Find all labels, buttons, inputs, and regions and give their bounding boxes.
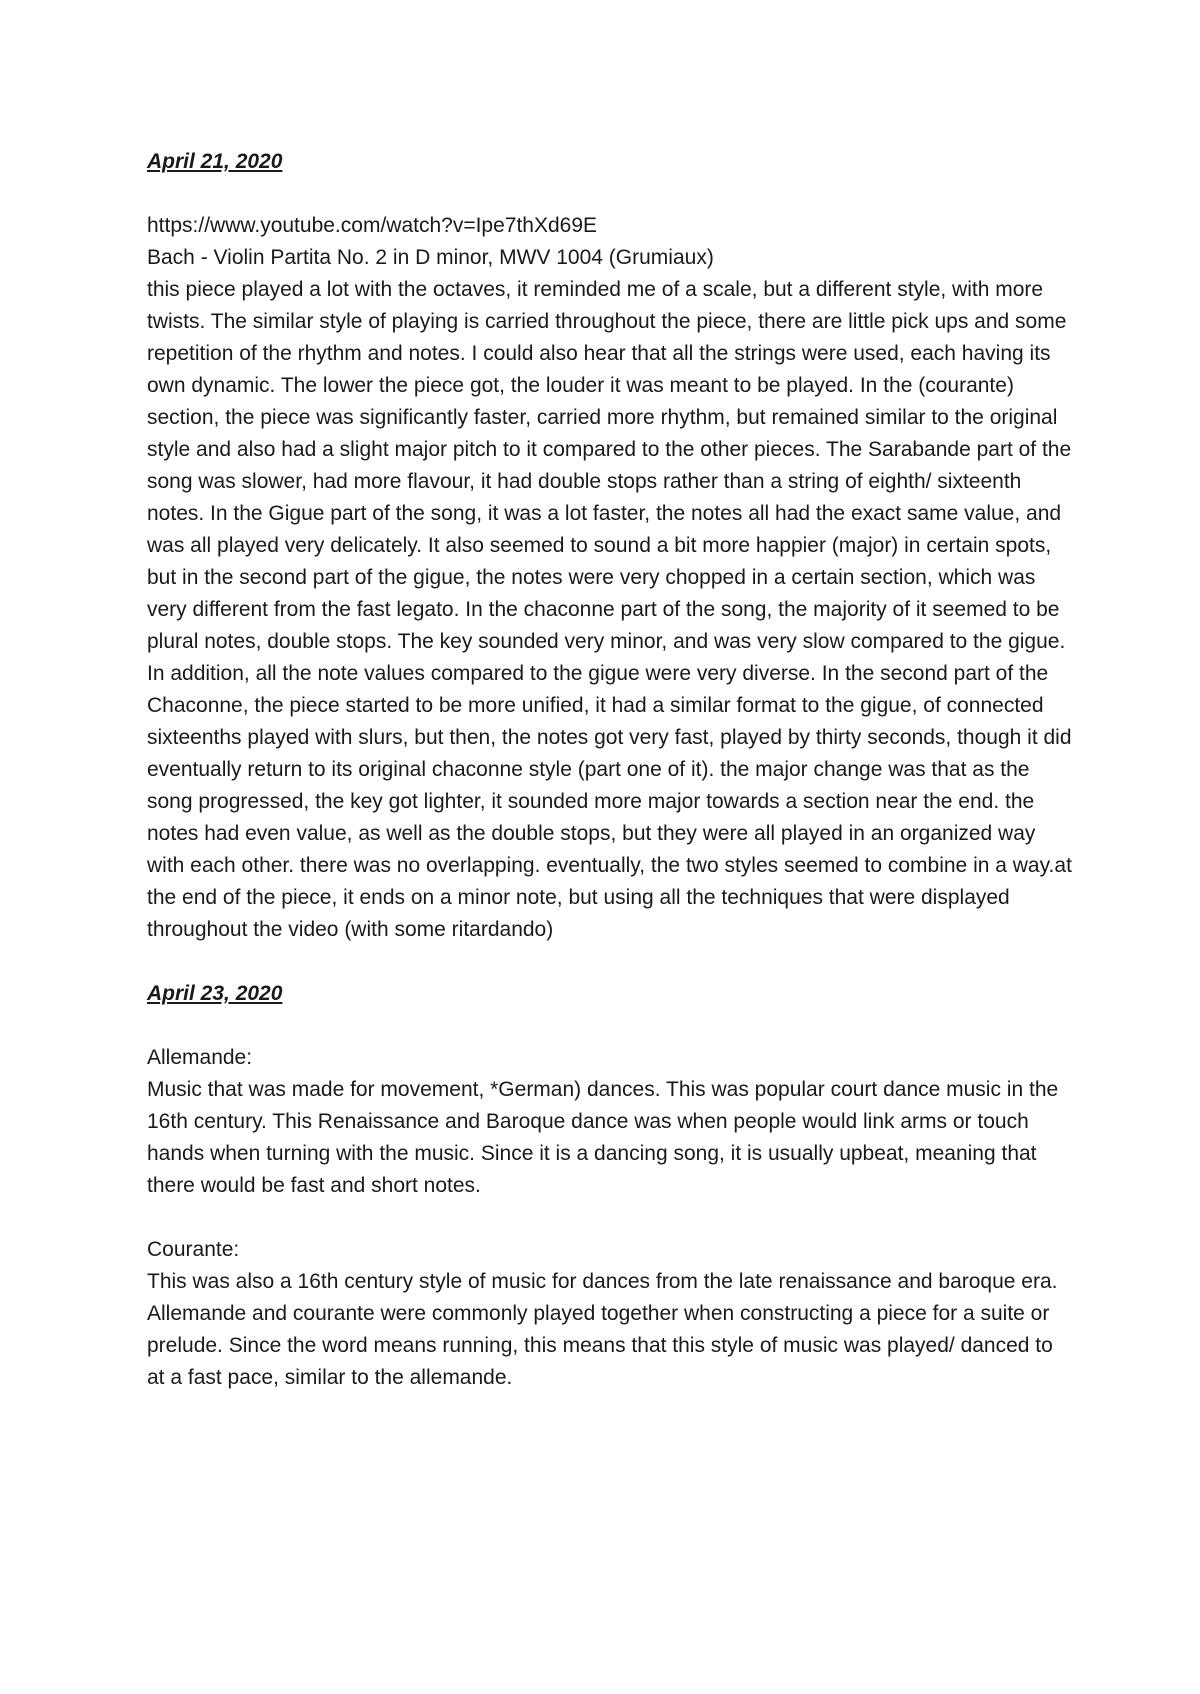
section-heading: Allemande: [147, 1046, 253, 1069]
document-page [147, 146, 1072, 1394]
journal-entry-april-21 [147, 146, 1072, 946]
spacer [147, 178, 1072, 210]
entry-body: this piece played a lot with the octaves, it reminded me of a scale, but a different style, with more twists. The similar style of playing is carried throughout the piece, there are little pick ups and some repetition of the rhythm and notes. I could also hear that all the strings were used, each having its own dynamic. The lower the piece got, the louder it was meant to be played. In the (courante) section, the piece was significantly faster, carried more rhythm, but remained similar to the original style and also had a slight major pitch to it compared to the other pieces. The Sarabande part of the song was slower, had more flavour, it had double stops rather than a string of eighth/ sixteenth notes. In the Gigue part of the song, it was a lot faster, the notes all had the exact same value, and was all played very delicately. It also seemed to sound a bit more happier (major) in certain spots, but in the second part of the gigue, the notes were very chopped in a certain section, which was very different from the fast legato. In the chaconne part of the song, the majority of it seemed to be plural notes, double stops. The key sounded very minor, and was very slow compared to the gigue. In addition, all the note values compared to the gigue were very diverse. In the second part of the Chaconne, the piece started to be more unified, it had a similar format to the gigue, of connected sixteenths played with slurs, but then, the notes got very fast, played by thirty seconds, though it did eventually return to its original chaconne style (part one of it). the major change was that as the song progressed, the key got lighter, it sounded more major towards a section near the end. the notes had even value, as well as the double stops, but they were all played in an organized way with each other. there was no overlapping. eventually, the two styles seemed to combine in a way.at the end of the piece, it ends on a minor note, but using all the techniques that were displayed throughout the video (with some ritardando) [147, 278, 1072, 941]
spacer [147, 1010, 1072, 1042]
section-heading: Courante: [147, 1238, 240, 1261]
spacer [147, 1202, 1072, 1234]
piece-title: Bach - Violin Partita No. 2 in D minor, MWV 1004 (Grumiaux) [147, 246, 714, 269]
section-body: This was also a 16th century style of music for dances from the late renaissance and baroque era. Allemande and courante were commonly played together when constructing a piece for a suite or prelude. Since the word means running, this means that this style of music was played/ danced to at a fast pace, similar to the allemande. [147, 1270, 1058, 1389]
journal-entry-april-23 [147, 978, 1072, 1394]
section-allemande [147, 1042, 1072, 1202]
entry-date: April 21, 2020 [147, 150, 283, 173]
video-url: https://www.youtube.com/watch?v=Ipe7thXd69E [147, 214, 598, 237]
entry-date: April 23, 2020 [147, 982, 283, 1005]
spacer [147, 946, 1072, 978]
section-body: Music that was made for movement, *German) dances. This was popular court dance music in the 16th century. This Renaissance and Baroque dance was when people would link arms or touch hands when turning with the music. Since it is a dancing song, it is usually upbeat, meaning that there would be fast and short notes. [147, 1078, 1059, 1197]
section-courante [147, 1234, 1072, 1394]
